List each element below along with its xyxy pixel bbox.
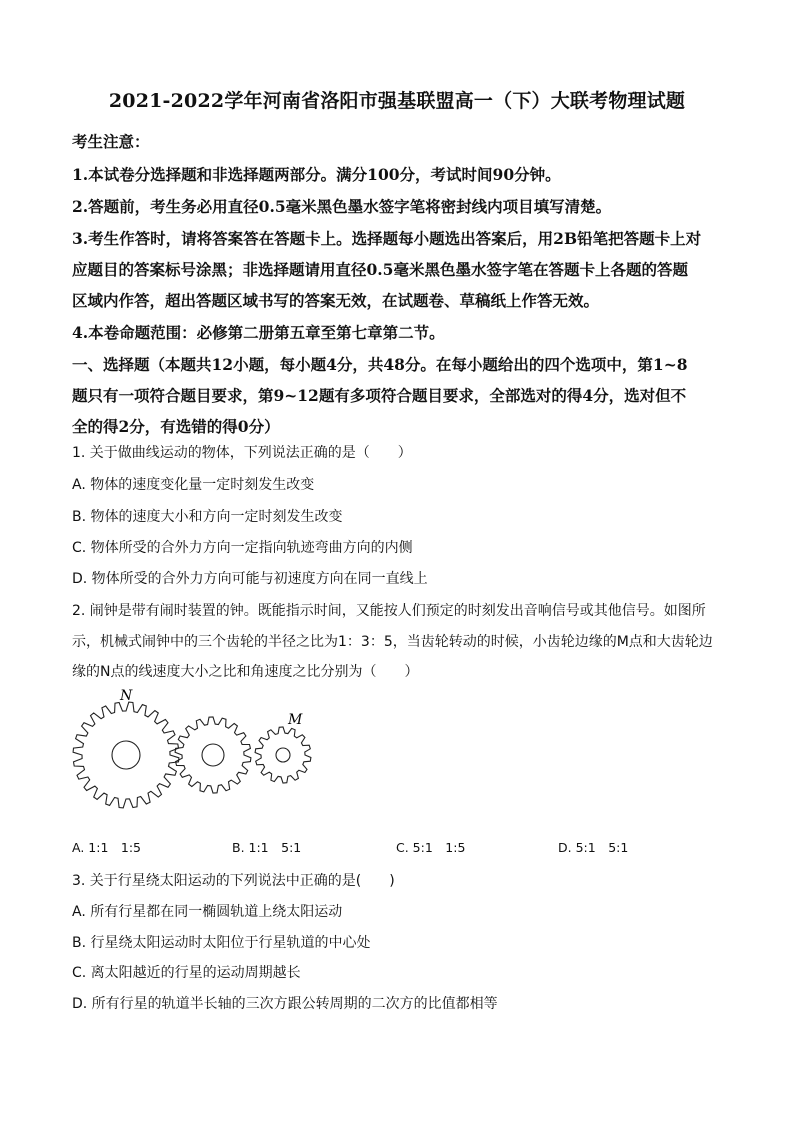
q2-stem-line-1: 2. 闹钟是带有闹时装置的钟。既能指示时间，又能按人们预定的时刻发出音响信号或其他信号。如图所 [72,603,706,619]
q2-option-b: B. 1:1 5:1 [232,840,302,855]
section-heading-line-3: 全的得2分，有选错的得0分） [72,417,280,436]
q1-option-d: D. 物体所受的合外力方向可能与初速度方向在同一直线上 [72,571,428,587]
small-gear-m [255,727,311,783]
q3-option-d: D. 所有行星的轨道半长轴的三次方跟公转周期的二次方的比值都相等 [72,996,498,1012]
notice-item-3-cont: 应题目的答案标号涂黑；非选择题请用直径0.5毫米黑色墨水签字笔在答题卡上各题的答题 [72,260,688,279]
notice-item-3: 3.考生作答时，请将答案答在答题卡上。选择题每小题选出答案后，用2B铅笔把答题卡上对 [72,229,702,248]
small-gear-hub [276,748,290,762]
q2-option-c: C. 5:1 1:5 [396,840,466,855]
large-gear-hub [112,741,140,769]
q2-option-d: D. 5:1 5:1 [558,840,629,855]
gear-figure [70,684,330,814]
q3-option-b: B. 行星绕太阳运动时太阳位于行星轨道的中心处 [72,935,371,951]
q1-stem: 1. 关于做曲线运动的物体，下列说法正确的是（ ） [72,445,412,461]
q3-option-a: A. 所有行星都在同一椭圆轨道上绕太阳运动 [72,904,343,920]
exam-title: 2021-2022学年河南省洛阳市强基联盟高一（下）大联考物理试题 [108,90,686,112]
large-gear-n [73,702,179,808]
middle-gear-hub [202,744,224,766]
q3-option-c: C. 离太阳越近的行星的运动周期越长 [72,965,301,981]
label-n: N [120,688,133,704]
q1-option-b: B. 物体的速度大小和方向一定时刻发生改变 [72,509,343,525]
notice-item-1: 1.本试卷分选择题和非选择题两部分。满分100分，考试时间90分钟。 [72,165,561,184]
notice-item-2: 2.答题前，考生务必用直径0.5毫米黑色墨水签字笔将密封线内项目填写清楚。 [72,197,612,216]
q1-option-c: C. 物体所受的合外力方向一定指向轨迹弯曲方向的内侧 [72,540,413,556]
q3-stem: 3. 关于行星绕太阳运动的下列说法中正确的是( ) [72,873,395,889]
q1-option-a: A. 物体的速度变化量一定时刻发生改变 [72,477,315,493]
section-heading-line-2: 题只有一项符合题目要求，第9~12题有多项符合题目要求，全部选对的得4分，选对但不 [72,386,687,405]
label-m: M [288,712,303,728]
notice-heading: 考生注意： [72,132,150,151]
section-heading-line-1: 一、选择题（本题共12小题，每小题4分，共48分。在每小题给出的四个选项中，第1~8 [72,355,688,374]
notice-item-4: 4.本卷命题范围：必修第二册第五章至第七章第二节。 [72,323,445,342]
q2-stem-line-2: 示，机械式闹钟中的三个齿轮的半径之比为1：3：5，当齿轮转动的时候，小齿轮边缘的M点和大齿轮边 [72,634,713,650]
q2-stem-line-3: 缘的N点的线速度大小之比和角速度之比分别为（ ） [72,664,419,680]
q2-option-a: A. 1:1 1:5 [72,840,142,855]
notice-item-3-cont2: 区域内作答，超出答题区域书写的答案无效，在试题卷、草稿纸上作答无效。 [72,291,600,310]
middle-gear [175,717,251,793]
